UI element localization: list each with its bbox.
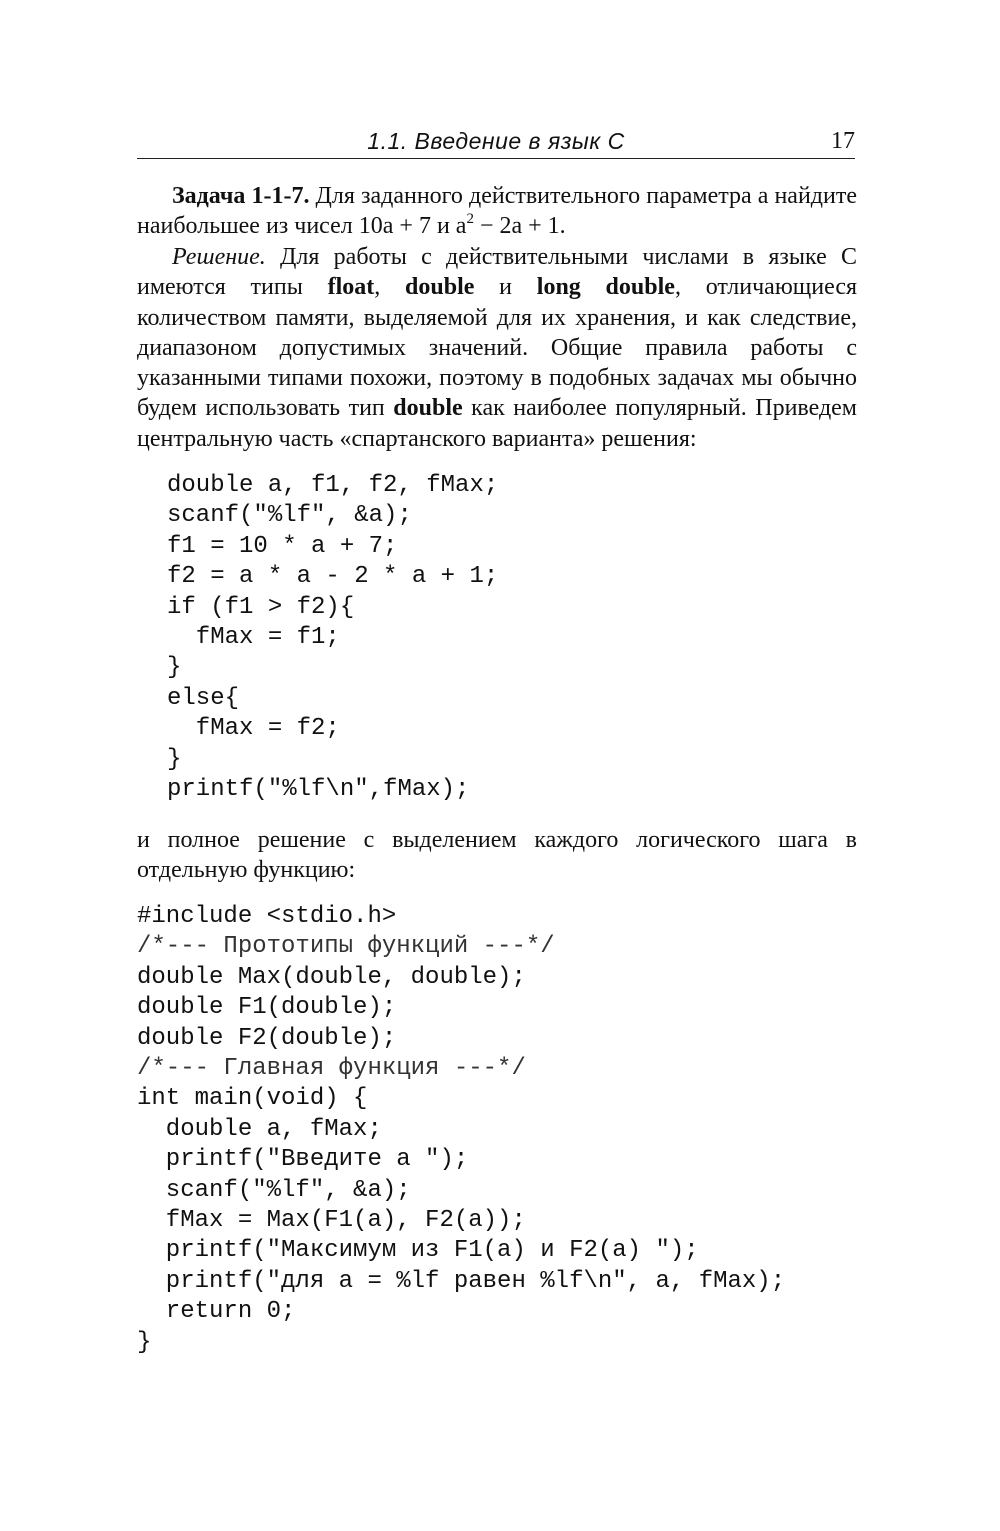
code-line: #include <stdio.h> [137, 903, 397, 930]
transition-paragraph: и полное решение с выделением каждого логического шага в отдельную функцию: [137, 827, 857, 884]
code-line: scanf("%lf", &a); [167, 502, 412, 530]
solution-text-2: , [374, 274, 406, 301]
code-line: fMax = f2; [167, 715, 340, 743]
code-line: double F2(double); [137, 1024, 397, 1052]
code-line: double Max(double, double); [137, 963, 526, 991]
code-line: printf("Максимум из F1(a) и F2(a) "); [137, 1237, 699, 1265]
code-listing-short [167, 471, 498, 805]
code-comment-line: /*--- Главная функция ---*/ [137, 1055, 526, 1083]
solution-text-5: как наиболее популярный. Приведем центральную часть «спартанского варианта» решения: [137, 395, 857, 452]
page-number: 17 [831, 128, 855, 154]
code-line: fMax = Max(F1(a), F2(a)); [137, 1207, 526, 1235]
solution-label: Решение. [172, 244, 266, 270]
type-double: double [405, 274, 475, 301]
code-line: return 0; [137, 1298, 296, 1326]
task-paragraph [137, 181, 857, 242]
solution-paragraph [137, 242, 857, 454]
running-head [137, 128, 855, 159]
code-line: printf("для a = %lf равен %lf\n", a, fMax); [137, 1267, 786, 1295]
type-long-double: long double [536, 274, 675, 301]
code-listing-full [137, 902, 785, 1358]
code-line: printf("Введите a "); [137, 1146, 469, 1174]
task-superscript: 2 [466, 211, 474, 228]
code-line: } [167, 654, 182, 682]
type-double-2: double [393, 395, 463, 422]
solution-text-1: Для работы с действительными числами в языке C имеются типы [137, 244, 857, 301]
code-line: } [167, 745, 182, 773]
running-title: 1.1. Введение в язык C [367, 128, 625, 154]
solution-text-3: и [474, 274, 537, 301]
code-line: } [137, 1328, 152, 1356]
code-line: else{ [167, 684, 240, 712]
code-line: f2 = a * a - 2 * a + 1; [167, 563, 499, 591]
code-line: printf("%lf\n",fMax); [167, 776, 470, 804]
code-comment-line: /*--- Прототипы функций ---*/ [137, 933, 555, 961]
code-line: f1 = 10 * a + 7; [167, 532, 398, 560]
code-line: if (f1 > f2){ [167, 593, 355, 621]
solution-text-4: , отличающиеся количеством памяти, выделяемой для их хранения, и как следствие, диапазоном допустимых значений. Общие правила работы с указанными типами похожи, поэтому в подобных задачах мы обычно будем использовать тип [137, 274, 858, 422]
code-line: fMax = f1; [167, 624, 340, 652]
task-text-before: Для заданного действительного параметра a найдите наибольшее из чисел 10a + 7 и a [137, 183, 857, 240]
code-line: scanf("%lf", &a); [137, 1176, 411, 1204]
type-float: float [327, 274, 375, 301]
code-line: int main(void) { [137, 1085, 368, 1113]
code-line: double a, fMax; [137, 1115, 382, 1143]
task-label: Задача 1-1-7. [172, 183, 310, 209]
code-line: double F1(double); [137, 994, 397, 1022]
code-line: double a, f1, f2, fMax; [167, 472, 499, 499]
task-text-after: − 2a + 1. [473, 213, 566, 240]
